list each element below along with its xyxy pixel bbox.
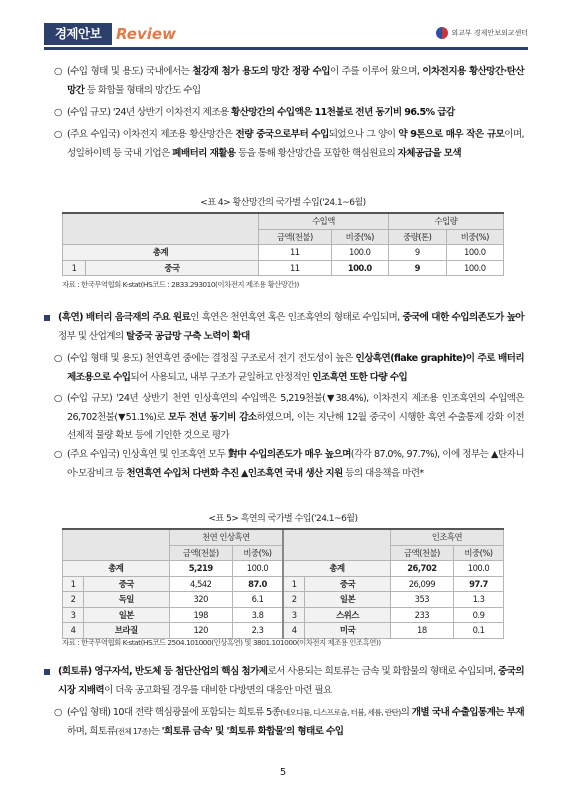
table4-col-header: 비중(%) — [446, 229, 503, 245]
table4-source-note: 자료 : 한국무역협회 K-stat(HS코드 : 2833.293010(이차전지 제조용 황산망간)) — [62, 280, 299, 289]
table5-total-cell: 26,702 — [390, 561, 453, 577]
table5-total-label: 총계 — [283, 561, 390, 577]
table5-rank: 4 — [283, 623, 305, 639]
page-number: 5 — [279, 767, 287, 778]
table5-country: 스위스 — [305, 607, 391, 623]
table5-right-group: 인조흑연 — [390, 529, 503, 545]
table5-cell: 0.9 — [453, 607, 503, 623]
table4-cell: 100.0 — [446, 260, 503, 276]
paragraph-rare-earth-overview: (희토류) 영구자석, 반도체 등 첨단산업의 핵심 첨가제로서 사용되는 희토류는 금속 및 화합물의 형태로 수입되며, 중국의 시장 지배력이 더욱 공고화될 경우를 대비한 다방면의 대응안 마련 필요 — [44, 663, 524, 700]
table-row — [63, 260, 504, 276]
table4-country: 중국 — [86, 260, 259, 276]
paragraph-import-form-rare-earth: ○ (수입 형태) 10대 전략 핵심광물에 포함되는 희토류 5종(네오디뮴, 디스프로슘, 터븀, 세륨, 란탄)의 개별 국내 수출입통계는 부재하며, 희토류(전체 17종)는 '희토류 금속' 및 '희토류 화합물'의 형태로 수입 — [54, 704, 524, 741]
circle-bullet-icon: ○ — [54, 707, 62, 718]
table5-total-label: 총계 — [63, 561, 170, 577]
table5-cell: 320 — [169, 592, 232, 608]
table5-cell: 6.1 — [232, 592, 283, 608]
table4-cell: 100.0 — [331, 260, 388, 276]
table5-left-group: 천연 인상흑연 — [169, 529, 283, 545]
table4-group-value: 수입액 — [259, 213, 389, 229]
circle-bullet-icon: ○ — [54, 66, 62, 77]
table4 — [62, 212, 504, 276]
table5-rank: 1 — [63, 576, 84, 592]
table4-group-qty: 수입량 — [388, 213, 503, 229]
table5-col-header: 금액(천불) — [169, 545, 232, 561]
circle-bullet-icon: ○ — [54, 353, 62, 364]
table5-country: 중국 — [305, 576, 391, 592]
table5-total-cell: 100.0 — [453, 561, 503, 577]
table-row — [63, 607, 504, 623]
table4-total-label: 총계 — [63, 245, 259, 261]
circle-bullet-icon: ○ — [54, 449, 62, 460]
table5-country: 브라질 — [84, 623, 170, 639]
table5-cell: 87.0 — [232, 576, 283, 592]
table4-total-cell: 100.0 — [446, 245, 503, 261]
square-bullet-icon — [44, 669, 50, 675]
table5-col-header: 비중(%) — [453, 545, 503, 561]
table5-country: 일본 — [305, 592, 391, 608]
table5-cell: 2.3 — [232, 623, 283, 639]
table5 — [62, 528, 504, 639]
paragraph-main-import-country-manganese: ○ (주요 수입국) 이차전지 제조용 황산망간은 전량 중국으로부터 수입되었으나 그 양이 약 9톤으로 매우 작은 규모이며, 성일하이텍 등 국내 기업은 폐배터리 재활용 등을 통해 황산망간을 포함한 핵심원료의 자체공급을 모색 — [54, 126, 524, 163]
table5-total-cell: 100.0 — [232, 561, 283, 577]
table5-cell: 353 — [390, 592, 453, 608]
table5-cell: 26,099 — [390, 576, 453, 592]
table-row — [63, 592, 504, 608]
table5-cell: 97.7 — [453, 576, 503, 592]
table5-rank: 2 — [283, 592, 305, 608]
table5-total-cell: 5,219 — [169, 561, 232, 577]
table4-col-header: 중량(톤) — [388, 229, 446, 245]
table5-country: 중국 — [84, 576, 170, 592]
table5-col-header: 비중(%) — [232, 545, 283, 561]
table-row — [63, 576, 504, 592]
table5-cell: 3.8 — [232, 607, 283, 623]
table5-rank: 3 — [63, 607, 84, 623]
table5-country: 일본 — [84, 607, 170, 623]
table5-cell: 233 — [390, 607, 453, 623]
table5-rank: 1 — [283, 576, 305, 592]
review-label: Review — [116, 25, 176, 43]
circle-bullet-icon: ○ — [54, 393, 62, 404]
table5-caption: <표 5> 흑연의 국가별 수입('24.1~6월) — [208, 514, 358, 524]
table4-total-cell: 100.0 — [331, 245, 388, 261]
paragraph-main-import-country-graphite: ○ (주요 수입국) 인상흑연 및 인조흑연 모두 對中 수입의존도가 매우 높으며(각각 87.0%, 97.7%), 이에 정부는 ▲탄자니아·모잠비크 등 천연흑연 수입처 다변화 추진 ▲인조흑연 국내 생산 지원 등의 대응책을 마련* — [54, 446, 524, 483]
table5-country: 독일 — [84, 592, 170, 608]
table5-cell: 120 — [169, 623, 232, 639]
paragraph-graphite-overview: (흑연) 배터리 음극재의 주요 원료인 흑연은 천연흑연 혹은 인조흑연의 형태로 수입되며, 중국에 대한 수입의존도가 높아 정부 및 산업계의 탈중국 공급망 구축 노력이 확대 — [44, 309, 524, 346]
table5-source-note: 자료 : 한국무역협회 K-stat(HS코드 2504.101000(인상흑연) 및 3801.101000(이차전지 제조용 인조흑연)) — [62, 638, 381, 647]
table4-col-header: 비중(%) — [331, 229, 388, 245]
table4-total-cell: 9 — [388, 245, 446, 261]
table4-col-header: 금액(천불) — [259, 229, 332, 245]
table4-caption: <표 4> 황산망간의 국가별 수입('24.1~6월) — [200, 198, 366, 208]
table4-cell: 9 — [388, 260, 446, 276]
table4-cell: 11 — [259, 260, 332, 276]
table5-rank: 2 — [63, 592, 84, 608]
table5-country: 미국 — [305, 623, 391, 639]
section-tab: 경제안보 — [44, 23, 112, 45]
square-bullet-icon — [44, 315, 50, 321]
table5-cell: 0.1 — [453, 623, 503, 639]
table4-total-cell: 11 — [259, 245, 332, 261]
table-row — [63, 623, 504, 639]
table5-cell: 198 — [169, 607, 232, 623]
header-rule — [44, 47, 528, 50]
page-header — [0, 0, 566, 52]
circle-bullet-icon: ○ — [54, 107, 62, 118]
circle-bullet-icon: ○ — [54, 129, 62, 140]
table5-rank: 3 — [283, 607, 305, 623]
table5-cell: 1.3 — [453, 592, 503, 608]
taegeuk-emblem-icon — [436, 27, 448, 39]
table5-col-header: 금액(천불) — [390, 545, 453, 561]
table5-cell: 18 — [390, 623, 453, 639]
paragraph-import-form-graphite: ○ (수입 형태 및 용도) 천연흑연 중에는 결정질 구조로서 전기 전도성이 높은 인상흑연(flake graphite)이 주로 배터리 제조용으로 수입되어 사용되고, 내부 구조가 균일하고 안정적인 인조흑연 또한 다량 수입 — [54, 350, 524, 387]
table5-rank: 4 — [63, 623, 84, 639]
paragraph-import-scale-graphite: ○ (수입 규모) '24년 상반기 천연 인상흑연의 수입액은 5,219천불(▼38.4%), 이차전지 제조용 인조흑연의 수입액은 26,702천불(▼51.1%)로 모두 전년 동기비 감소하였으며, 이는 지난해 12월 중국이 시행한 흑연 수출통제 강화 이전 선제적 물량 확보 등에 기인한 것으로 평가 — [54, 390, 524, 446]
paragraph-import-scale-manganese: ○ (수입 규모) '24년 상반기 이차전지 제조용 황산망간의 수입액은 11천불로 전년 동기비 96.5% 급감 — [54, 104, 524, 123]
org-logo — [436, 27, 528, 39]
org-name: 외교부 경제안보외교센터 — [451, 29, 528, 37]
table4-rank: 1 — [63, 260, 86, 276]
paragraph-import-form-manganese: ○ (수입 형태 및 용도) 국내에서는 철강재 첨가 용도의 망간 정광 수입이 주를 이루어 왔으며, 이차전지용 황산망간·탄산망간 등 화합물 형태의 망간도 수입 — [54, 63, 524, 100]
table5-cell: 4,542 — [169, 576, 232, 592]
